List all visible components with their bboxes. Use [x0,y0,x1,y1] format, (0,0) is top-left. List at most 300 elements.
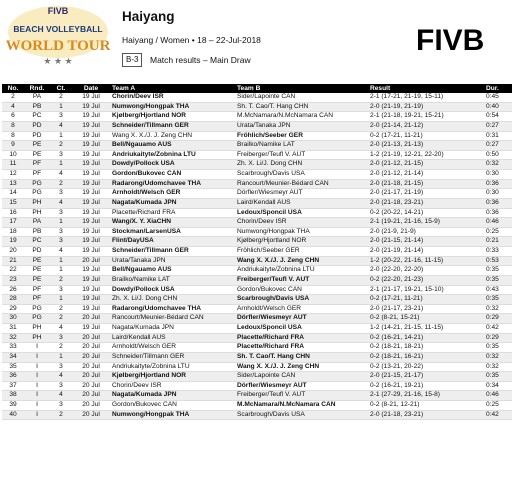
round-cell: PH [24,333,50,343]
result-cell: 0-2 (13-21, 20-22) [368,362,484,372]
round-cell: I [24,372,50,382]
court-cell: 2 [50,275,72,285]
round-cell: PB [24,227,50,237]
duration-cell: 0:50 [484,150,512,160]
court-cell: 3 [50,285,72,295]
table-row [2,198,512,208]
court-cell: 1 [50,352,72,362]
round-cell: PF [24,295,50,305]
team-b-cell: Ledoux/Sponcil USA [235,324,368,334]
team-a-cell: Nagata/Kumada JPN [110,324,235,334]
team-b-cell: Dörfler/Wiesmeyr AUT [235,189,368,199]
round-cell: PF [24,160,50,170]
col-header-court: Ct. [50,84,72,93]
team-a-cell: Andriukaityte/Zobnina LTU [110,150,235,160]
result-cell: 2-0 (21-18, 23-21) [368,410,484,420]
match-number-cell: 34 [2,352,24,362]
round-cell: PC [24,237,50,247]
date-cell: 20 Jul [72,343,110,353]
match-results-table [2,84,512,420]
court-cell: 1 [50,256,72,266]
result-cell: 2-0 (21-12, 21-15) [368,160,484,170]
result-cell: 2-1 (27-29, 21-16, 15-8) [368,391,484,401]
date-cell: 19 Jul [72,160,110,170]
logo-stars-icon: ★ ★ ★ [43,56,73,66]
round-cell: PC [24,112,50,122]
team-a-cell: Schneider/Tillmann GER [110,247,235,257]
duration-cell: 0:30 [484,189,512,199]
table-row [2,343,512,353]
col-header-duration: Dur. [484,84,512,93]
court-cell: 3 [50,150,72,160]
date-cell: 19 Jul [72,266,110,276]
team-b-cell: Freiberger/Teufl V. AUT [235,275,368,285]
court-cell: 3 [50,189,72,199]
table-row [2,401,512,411]
page-title: Haiyang [122,9,175,24]
match-number-cell: 17 [2,218,24,228]
duration-cell: 0:29 [484,314,512,324]
court-cell: 3 [50,381,72,391]
match-number-cell: 26 [2,285,24,295]
date-cell: 19 Jul [72,275,110,285]
match-number-cell: 8 [2,121,24,131]
match-number-cell: 12 [2,170,24,180]
duration-cell: 0:35 [484,266,512,276]
team-a-cell: Arnholdt/Welsch GER [110,189,235,199]
court-cell: 4 [50,170,72,180]
round-cell: PF [24,285,50,295]
table-row [2,237,512,247]
table-row [2,275,512,285]
result-cell: 0-2 (18-21, 16-21) [368,352,484,362]
team-b-cell: Freiberger/Teufl V. AUT [235,391,368,401]
duration-cell: 0:43 [484,285,512,295]
team-b-cell: Placette/Richard FRA [235,333,368,343]
duration-cell: 0:32 [484,160,512,170]
round-cell: PB [24,102,50,112]
round-cell: PE [24,266,50,276]
court-cell: 3 [50,112,72,122]
court-cell: 1 [50,266,72,276]
duration-cell: 0:36 [484,198,512,208]
round-cell: PE [24,141,50,151]
team-a-cell: Kjølberg/Hjortland NOR [110,112,235,122]
table-row [2,218,512,228]
table-row [2,362,512,372]
team-a-cell: Gordon/Bukovec CAN [110,401,235,411]
col-header-team-b: Team B [235,84,368,93]
date-cell: 20 Jul [72,401,110,411]
match-number-cell: 15 [2,198,24,208]
team-a-cell: Andriukaityte/Zobnina LTU [110,362,235,372]
duration-cell: 0:35 [484,275,512,285]
table-row [2,170,512,180]
table-row [2,295,512,305]
court-cell: 4 [50,247,72,257]
round-cell: PE [24,150,50,160]
result-cell: 0-2 (8-21, 15-21) [368,314,484,324]
round-cell: PH [24,198,50,208]
round-cell: PD [24,121,50,131]
team-b-cell: M.McNamara/N.McNamara CAN [235,112,368,122]
team-a-cell: Radarong/Udomchavee THA [110,304,235,314]
team-b-cell: Ledoux/Sponcil USA [235,208,368,218]
date-cell: 19 Jul [72,218,110,228]
duration-cell: 0:36 [484,208,512,218]
round-cell: PG [24,179,50,189]
court-cell: 4 [50,121,72,131]
duration-cell: 0:54 [484,112,512,122]
team-b-cell: Urata/Tanaka JPN [235,121,368,131]
team-a-cell: Schneider/Tillmann GER [110,121,235,131]
date-cell: 19 Jul [72,121,110,131]
match-number-cell: 32 [2,333,24,343]
team-b-cell: Gordon/Bukovec CAN [235,285,368,295]
beach-volleyball-world-tour-logo [6,2,110,74]
team-b-cell: Scarbrough/Davis USA [235,170,368,180]
result-cell: 2-0 (21-14, 21-12) [368,121,484,131]
court-cell: 3 [50,237,72,247]
team-a-cell: Numwong/Hongpak THA [110,102,235,112]
result-cell: 0-2 (20-22, 14-21) [368,208,484,218]
result-cell: 0-2 (8-21, 12-21) [368,401,484,411]
col-header-no: No. [2,84,24,93]
round-cell: PE [24,275,50,285]
duration-cell: 0:53 [484,256,512,266]
team-b-cell: Scarbrough/Davis USA [235,295,368,305]
date-cell: 19 Jul [72,247,110,257]
logo-fivb-text: FIVB [47,6,69,16]
date-cell: 19 Jul [72,189,110,199]
team-a-cell: Wang X. X./J. J. Zeng CHN [110,131,235,141]
team-a-cell: Arnholdt/Welsch GER [110,343,235,353]
team-b-cell: Chorin/Deev ISR [235,218,368,228]
round-cell: PG [24,304,50,314]
match-number-cell: 11 [2,160,24,170]
round-cell: I [24,410,50,420]
duration-cell: 0:25 [484,401,512,411]
date-cell: 19 Jul [72,237,110,247]
date-cell: 19 Jul [72,324,110,334]
date-cell: 20 Jul [72,391,110,401]
team-b-cell: Sider/Lapointe CAN [235,372,368,382]
team-a-cell: Stockman/LarsenUSA [110,227,235,237]
logo-line1-text: BEACH VOLLEYBALL [13,24,103,34]
team-b-cell: Fröhlich/Seeber GER [235,131,368,141]
date-cell: 19 Jul [72,170,110,180]
team-b-cell: Scarbrough/Davis USA [235,410,368,420]
team-a-cell: Kjølberg/Hjortland NOR [110,372,235,382]
match-number-cell: 23 [2,275,24,285]
result-cell: 1-2 (20-22, 21-16, 11-15) [368,256,484,266]
team-a-cell: Nagata/Kumada JPN [110,198,235,208]
court-cell: 2 [50,93,72,102]
duration-cell: 0:35 [484,372,512,382]
round-cell: I [24,343,50,353]
table-row [2,208,512,218]
result-cell: 2-1 (17-21, 21-19, 15-11) [368,93,484,102]
result-cell: 2-0 (21-9, 21-9) [368,227,484,237]
team-b-cell: M.McNamara/N.McNamara CAN [235,401,368,411]
round-cell: PE [24,256,50,266]
duration-cell: 0:30 [484,170,512,180]
duration-cell: 0:33 [484,247,512,257]
table-row [2,121,512,131]
table-row [2,141,512,151]
date-cell: 20 Jul [72,256,110,266]
match-number-cell: 37 [2,381,24,391]
match-number-cell: 10 [2,150,24,160]
team-a-cell: Rancourt/Meunier-Bédard CAN [110,314,235,324]
logo-line2-text: WORLD TOUR [6,38,110,54]
col-header-team-a: Team A [110,84,235,93]
result-cell: 2-0 (21-17, 23-21) [368,304,484,314]
duration-cell: 0:27 [484,121,512,131]
duration-cell: 0:35 [484,343,512,353]
court-cell: 4 [50,372,72,382]
round-cell: PA [24,218,50,228]
round-cell: PF [24,170,50,180]
result-cell: 0-2 (16-21, 14-21) [368,333,484,343]
duration-cell: 0:40 [484,102,512,112]
team-a-cell: Chorin/Deev ISR [110,381,235,391]
team-b-cell: Numwong/Hongpak THA [235,227,368,237]
report-title: Match results – Main Draw [150,55,251,65]
team-b-cell: Brailko/Namike LAT [235,141,368,151]
match-number-cell: 13 [2,179,24,189]
team-a-cell: Wang/X. Y. XiaCHN [110,218,235,228]
result-cell: 2-0 (21-18, 23-21) [368,198,484,208]
result-cell: 2-1 (21-18, 19-21, 15-21) [368,112,484,122]
match-number-cell: 21 [2,256,24,266]
table-row [2,131,512,141]
court-cell: 4 [50,324,72,334]
table-row [2,150,512,160]
result-cell: 2-0 (21-19, 21-19) [368,102,484,112]
date-cell: 20 Jul [72,333,110,343]
result-cell: 2-0 (21-17, 21-19) [368,189,484,199]
round-cell: I [24,352,50,362]
date-cell: 19 Jul [72,150,110,160]
team-a-cell: Schneider/Tillmann GER [110,352,235,362]
duration-cell: 0:32 [484,304,512,314]
date-cell: 20 Jul [72,352,110,362]
duration-cell: 0:45 [484,93,512,102]
date-cell: 19 Jul [72,179,110,189]
table-header-row [2,84,512,93]
match-number-cell: 36 [2,372,24,382]
duration-cell: 0:46 [484,391,512,401]
result-cell: 2-0 (21-13, 21-13) [368,141,484,151]
result-cell: 2-0 (21-19, 21-14) [368,247,484,257]
result-cell: 1-2 (21-19, 12-21, 22-20) [368,150,484,160]
result-cell: 0-2 (18-21, 18-21) [368,343,484,353]
court-cell: 2 [50,179,72,189]
date-cell: 19 Jul [72,198,110,208]
duration-cell: 0:32 [484,352,512,362]
court-cell: 1 [50,102,72,112]
result-cell: 1-2 (14-21, 21-15, 11-15) [368,324,484,334]
table-row [2,314,512,324]
table-row [2,285,512,295]
date-cell: 19 Jul [72,141,110,151]
table-row [2,391,512,401]
match-number-cell: 4 [2,102,24,112]
table-row [2,179,512,189]
round-cell: PH [24,208,50,218]
round-cell: PH [24,324,50,334]
court-cell: 2 [50,410,72,420]
team-a-cell: Zh. X. Li/J. Dong CHN [110,295,235,305]
result-cell: 0-2 (16-21, 19-21) [368,381,484,391]
court-cell: 3 [50,362,72,372]
match-number-cell: 22 [2,266,24,276]
round-cell: PG [24,314,50,324]
date-cell: 19 Jul [72,304,110,314]
team-b-cell: Rancourt/Meunier-Bédard CAN [235,179,368,189]
match-number-cell: 31 [2,324,24,334]
date-cell: 20 Jul [72,410,110,420]
match-number-cell: 35 [2,362,24,372]
date-cell: 19 Jul [72,285,110,295]
team-b-cell: Sider/Lapointe CAN [235,93,368,102]
round-cell: PA [24,93,50,102]
team-b-cell: Zh. X. Li/J. Dong CHN [235,160,368,170]
date-cell: 19 Jul [72,93,110,102]
table-row [2,160,512,170]
date-cell: 19 Jul [72,102,110,112]
court-cell: 1 [50,160,72,170]
round-cell: PD [24,131,50,141]
team-b-cell: Sh. T. Cao/T. Hang CHN [235,102,368,112]
court-cell: 3 [50,333,72,343]
duration-cell: 0:31 [484,131,512,141]
team-b-cell: Laird/Kendall AUS [235,198,368,208]
match-number-cell: 39 [2,401,24,411]
result-cell: 2-1 (21-17, 19-21, 15-10) [368,285,484,295]
duration-cell: 0:46 [484,218,512,228]
table-row [2,256,512,266]
match-number-cell: 14 [2,189,24,199]
match-number-cell: 16 [2,208,24,218]
team-b-cell: Kjølberg/Hjortland NOR [235,237,368,247]
team-b-cell: Placette/Richard FRA [235,343,368,353]
match-number-cell: 18 [2,227,24,237]
match-number-cell: 9 [2,141,24,151]
table-row [2,333,512,343]
table-row [2,324,512,334]
round-cell: I [24,362,50,372]
team-b-cell: Fröhlich/Seeber GER [235,247,368,257]
duration-cell: 0:21 [484,237,512,247]
table-row [2,102,512,112]
round-cell: PG [24,189,50,199]
match-number-cell: 30 [2,314,24,324]
result-cell: 0-2 (17-21, 11-21) [368,131,484,141]
table-row [2,247,512,257]
round-cell: I [24,401,50,411]
team-a-cell: Urata/Tanaka JPN [110,256,235,266]
result-cell: 2-0 (22-20, 22-20) [368,266,484,276]
team-b-cell: Sh. T. Cao/T. Hang CHN [235,352,368,362]
col-header-date: Date [72,84,110,93]
court-cell: 4 [50,198,72,208]
match-number-cell: 38 [2,391,24,401]
duration-cell: 0:36 [484,179,512,189]
team-a-cell: Bell/Ngauamo AUS [110,141,235,151]
match-number-cell: 8 [2,131,24,141]
match-number-cell: 29 [2,304,24,314]
court-cell: 1 [50,295,72,305]
match-number-cell: 20 [2,247,24,257]
team-a-cell: Dowdy/Pollock USA [110,160,235,170]
duration-cell: 0:35 [484,295,512,305]
result-cell: 2-0 (21-18, 21-15) [368,179,484,189]
court-cell: 2 [50,343,72,353]
team-a-cell: Nagata/Kumada JPN [110,391,235,401]
court-cell: 1 [50,218,72,228]
duration-cell: 0:42 [484,410,512,420]
fivb-logo [416,22,502,56]
team-b-cell: Dörfler/Wiesmeyr AUT [235,314,368,324]
court-cell: 2 [50,314,72,324]
team-a-cell: Laird/Kendall AUS [110,333,235,343]
table-row [2,352,512,362]
match-number-cell: 40 [2,410,24,420]
report-code: B-3 [122,53,142,67]
court-cell: 2 [50,141,72,151]
team-b-cell: Arnholdt/Welsch GER [235,304,368,314]
match-number-cell: 2 [2,93,24,102]
team-a-cell: Dowdy/Pollock USA [110,285,235,295]
court-cell: 1 [50,131,72,141]
col-header-result: Result [368,84,484,93]
date-cell: 19 Jul [72,295,110,305]
team-a-cell: Bell/Ngauamo AUS [110,266,235,276]
table-row [2,304,512,314]
team-a-cell: Brailko/Namike LAT [110,275,235,285]
match-number-cell: 6 [2,112,24,122]
duration-cell: 0:42 [484,324,512,334]
date-cell: 19 Jul [72,227,110,237]
match-number-cell: 19 [2,237,24,247]
result-cell: 2-0 (21-15, 21-14) [368,237,484,247]
event-subtitle: Haiyang / Women • 18 – 22-Jul-2018 [122,35,261,45]
team-b-cell: Freiberger/Teufl V. AUT [235,150,368,160]
date-cell: 20 Jul [72,372,110,382]
court-cell: 3 [50,208,72,218]
court-cell: 3 [50,401,72,411]
round-cell: PD [24,247,50,257]
date-cell: 19 Jul [72,208,110,218]
report-header [0,0,514,78]
team-b-cell: Andriukaityte/Zobnina LTU [235,266,368,276]
court-cell: 2 [50,304,72,314]
result-cell: 2-1 (19-21, 21-16, 15-9) [368,218,484,228]
team-a-cell: Radarong/Udomchavee THA [110,179,235,189]
table-row [2,227,512,237]
date-cell: 20 Jul [72,362,110,372]
col-header-round: Rnd. [24,84,50,93]
table-row [2,112,512,122]
team-a-cell: Gordon/Bukovec CAN [110,170,235,180]
round-cell: I [24,381,50,391]
table-row [2,189,512,199]
team-b-cell: Wang X. X./J. J. Zeng CHN [235,256,368,266]
date-cell: 20 Jul [72,314,110,324]
fivb-logo-text: FIVB [416,24,485,56]
